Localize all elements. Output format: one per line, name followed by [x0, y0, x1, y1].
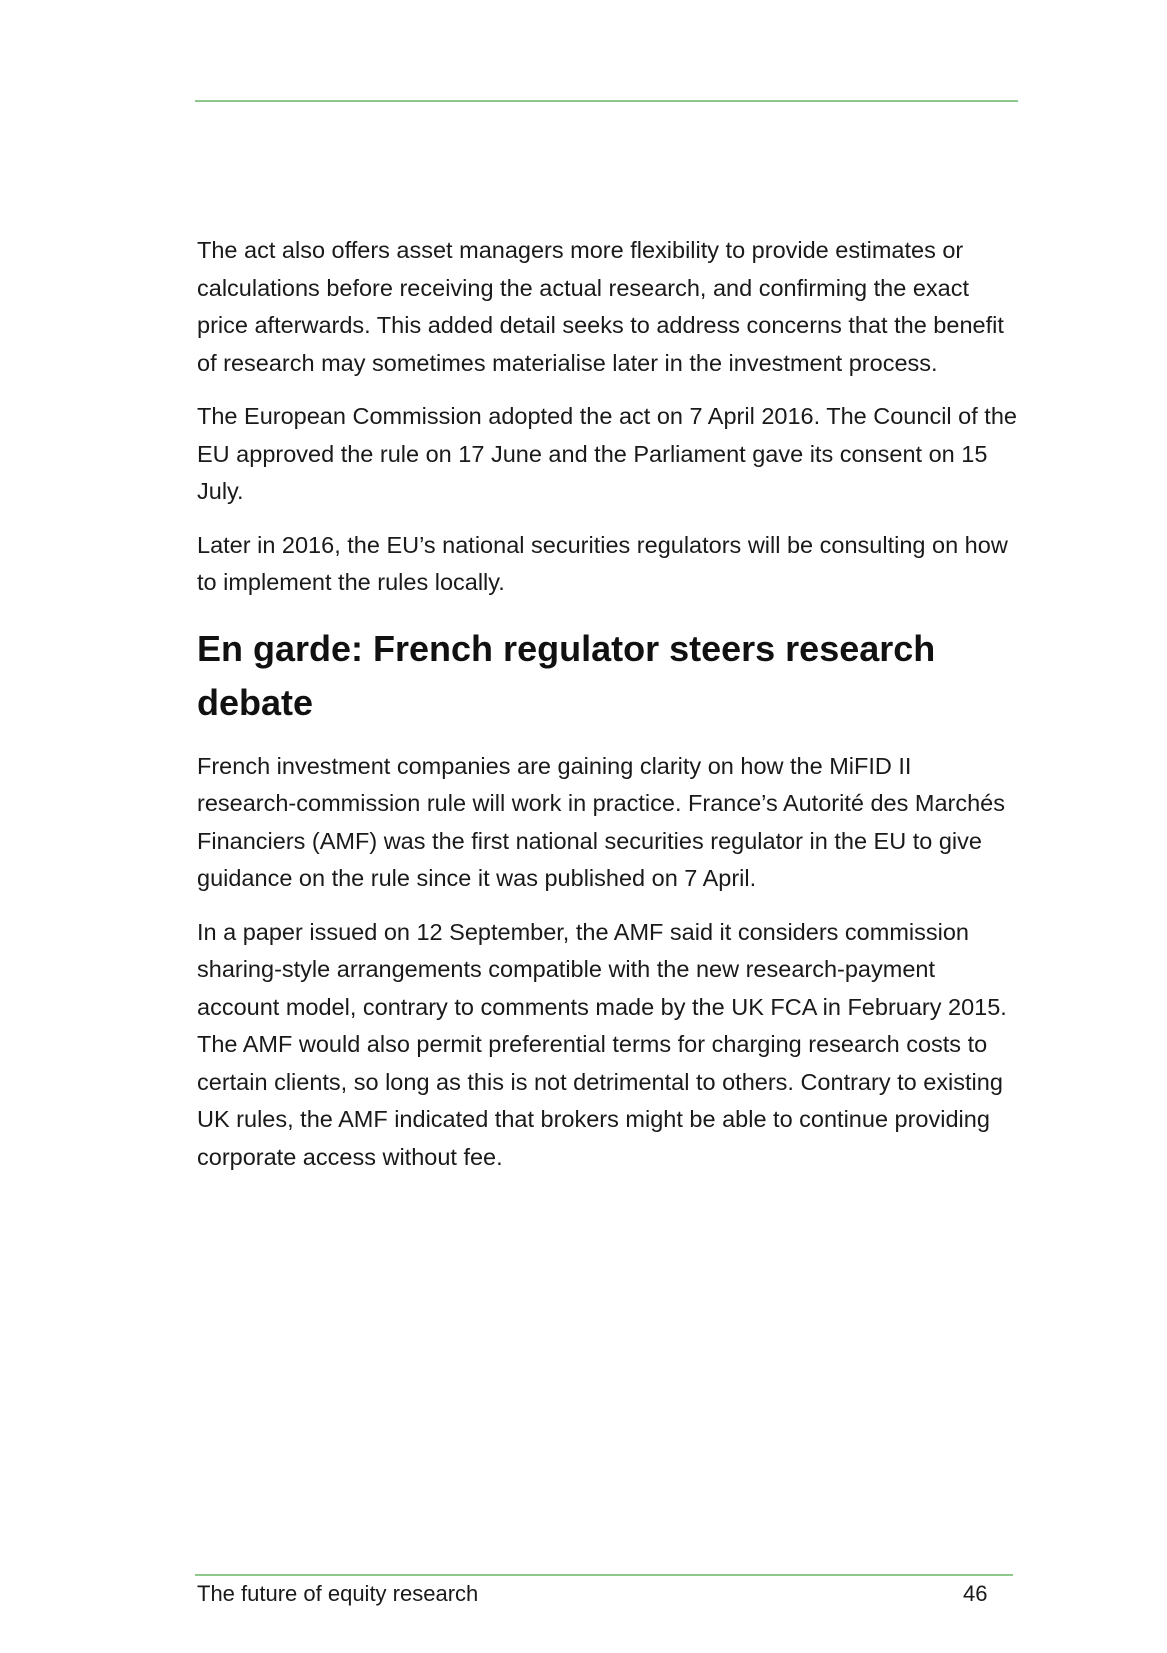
footer-divider — [195, 1574, 1013, 1576]
page-body — [197, 232, 1017, 1192]
body-paragraph: Later in 2016, the EU’s national securities regulators will be consulting on how to implement the rules locally. — [197, 531, 1008, 595]
footer-title: The future of equity research — [197, 1581, 479, 1606]
body-paragraph: In a paper issued on 12 September, the AMF said it considers commission sharing-style arrangements compatible with the new research-payment account model, contrary to comments made by the UK FCA in February 2015. The AMF would also permit preferential terms for charging research costs to certain clients, so long as this is not detrimental to others. Contrary to existing UK rules, the AMF indicated that brokers might be able to continue providing corporate access without fee. — [197, 918, 1007, 1170]
body-paragraph: The act also offers asset managers more flexibility to provide estimates or calculations before receiving the actual research, and confirming the exact price afterwards. This added detail seeks to address concerns that the benefit of research may sometimes materialise later in the investment process. — [197, 237, 1004, 376]
body-paragraph: The European Commission adopted the act on 7 April 2016. The Council of the EU approved the rule on 17 June and the Parliament gave its consent on 15 July. — [197, 403, 1017, 504]
section-heading: En garde: French regulator steers research debate — [197, 627, 936, 723]
page-number: 46 — [963, 1581, 988, 1606]
body-paragraph: French investment companies are gaining clarity on how the MiFID II research-commission rule will work in practice. France’s Autorité des Marchés Financiers (AMF) was the first national securities regulator in the EU to give guidance on the rule since it was published on 7 April. — [197, 752, 1005, 891]
header-divider — [195, 100, 1018, 102]
